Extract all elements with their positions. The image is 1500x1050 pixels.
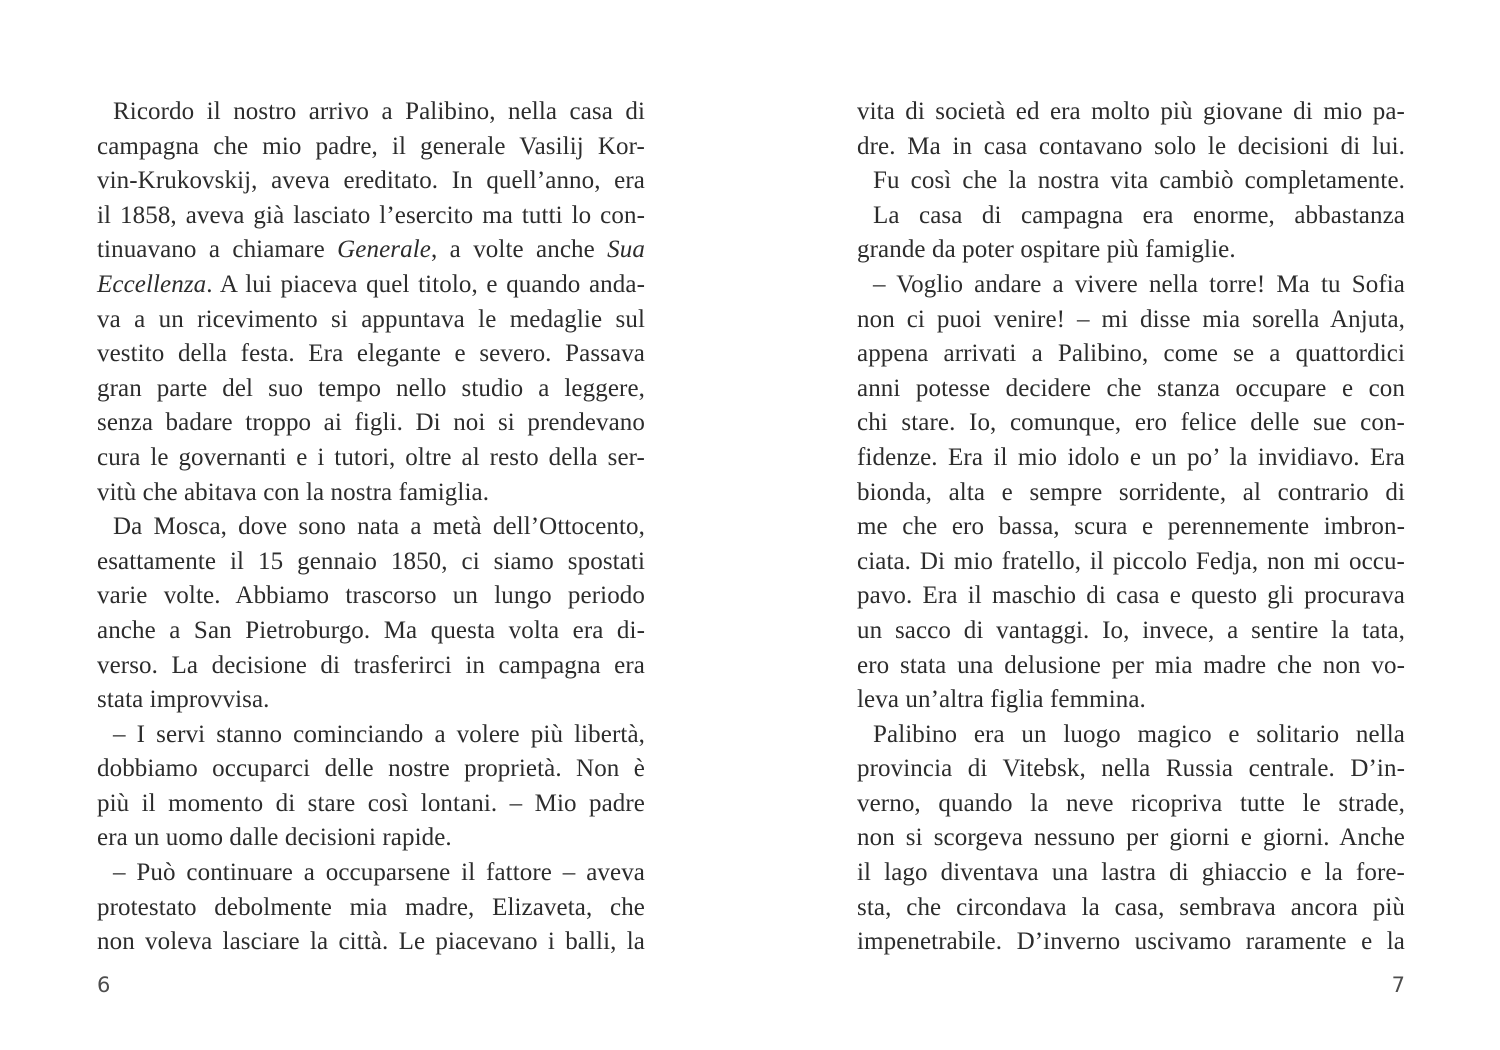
page-number-left: 6 (97, 973, 111, 997)
text-line (857, 510, 1405, 545)
text-segment: . A lui piaceva quel titolo, e quando anda- (206, 270, 645, 298)
italic-text-segment: Sua (607, 236, 645, 264)
text-segment: pavo. Era il maschio di casa e questo gli procurava (857, 582, 1405, 610)
text-line (97, 787, 645, 822)
text-line (857, 821, 1405, 856)
text-line (857, 476, 1405, 511)
text-line (97, 406, 645, 441)
text-segment: fidenze. Era il mio idolo e un po’ la invidiavo. Era (857, 443, 1405, 471)
text-segment: bionda, alta e sempre sorridente, al contrario di (857, 478, 1405, 506)
text-line (857, 233, 1405, 268)
text-line (97, 545, 645, 580)
text-line (97, 199, 645, 234)
text-segment: grande da poter ospitare più famiglie. (857, 236, 1236, 264)
text-segment: Fu così che la nostra vita cambiò completamente. (873, 167, 1405, 195)
text-segment: vestito della festa. Era elegante e severo. Passava (97, 340, 645, 368)
text-segment: leva un’altra figlia femmina. (857, 686, 1146, 714)
text-line (857, 683, 1405, 718)
italic-text-segment: Generale (337, 236, 431, 264)
text-line (857, 95, 1405, 130)
text-line (97, 337, 645, 372)
text-line (97, 821, 645, 856)
text-segment: esattamente il 15 gennaio 1850, ci siamo spostati (97, 547, 645, 575)
text-line (857, 164, 1405, 199)
text-line (97, 130, 645, 165)
text-segment: gran parte del suo tempo nello studio a leggere, (97, 374, 645, 402)
text-line (97, 579, 645, 614)
text-line (97, 614, 645, 649)
text-segment: verno, quando la neve ricopriva tutte le strade, (857, 789, 1405, 817)
text-line (857, 649, 1405, 684)
text-line (97, 925, 645, 960)
text-line (857, 891, 1405, 926)
text-segment: dobbiamo occuparci delle nostre proprietà. Non è (97, 755, 645, 783)
text-segment: campagna che mio padre, il generale Vasilij Kor- (97, 132, 645, 160)
text-segment: il lago diventava una lastra di ghiaccio e la fore- (857, 859, 1405, 887)
text-segment: impenetrabile. D’inverno uscivamo raramente e la (857, 928, 1405, 956)
text-line (857, 718, 1405, 753)
text-line (97, 856, 645, 891)
text-segment: cura le governanti e i tutori, oltre al resto della ser- (97, 443, 645, 471)
text-line (97, 372, 645, 407)
text-line (97, 891, 645, 926)
text-segment: – Voglio andare a vivere nella torre! Ma tu Sofia (873, 270, 1405, 298)
text-segment: un sacco di vantaggi. Io, invece, a sentire la tata, (857, 616, 1405, 644)
text-segment: , a volte anche (430, 236, 608, 264)
text-segment: ero stata una delusione per mia madre che non vo- (857, 651, 1405, 679)
text-segment: vitù che abitava con la nostra famiglia. (97, 478, 490, 506)
text-segment: più il momento di stare così lontani. – Mio padre (97, 789, 645, 817)
text-line (857, 268, 1405, 303)
text-line (97, 476, 645, 511)
text-segment: non si scorgeva nessuno per giorni e giorni. Anche (857, 824, 1405, 852)
text-segment: non ci puoi venire! – mi disse mia sorella Anjuta, (857, 305, 1405, 333)
text-line (97, 510, 645, 545)
text-segment: anche a San Pietroburgo. Ma questa volta era di- (97, 616, 645, 644)
text-line (857, 579, 1405, 614)
text-line (97, 233, 645, 268)
text-segment: il 1858, aveva già lasciato l’esercito ma tutti lo con- (97, 201, 645, 229)
text-segment: verso. La decisione di trasferirci in campagna era (97, 651, 645, 679)
text-line (857, 337, 1405, 372)
text-segment: stata improvvisa. (97, 686, 270, 714)
text-line (857, 372, 1405, 407)
text-line (97, 752, 645, 787)
text-line (857, 130, 1405, 165)
text-segment: appena arrivati a Palibino, come se a quattordici (857, 340, 1405, 368)
page-right-text-block (857, 95, 1405, 960)
text-segment: Palibino era un luogo magico e solitario nella (873, 720, 1405, 748)
text-segment: varie volte. Abbiamo trascorso un lungo periodo (97, 582, 645, 610)
page-number-right: 7 (1391, 973, 1405, 997)
text-line (857, 199, 1405, 234)
text-segment: ciata. Di mio fratello, il piccolo Fedja, non mi occu- (857, 547, 1405, 575)
text-segment: anni potesse decidere che stanza occupare e con (857, 374, 1405, 402)
text-line (857, 925, 1405, 960)
text-line (97, 303, 645, 338)
text-line (857, 787, 1405, 822)
text-segment: tinuavano a chiamare (97, 236, 338, 264)
text-segment: dre. Ma in casa contavano solo le decisioni di lui. (857, 132, 1405, 160)
text-line (857, 856, 1405, 891)
text-line (857, 752, 1405, 787)
italic-text-segment: Eccellenza (97, 270, 207, 298)
text-segment: provincia di Vitebsk, nella Russia centrale. D’in- (857, 755, 1405, 783)
text-line (857, 545, 1405, 580)
text-segment: – I servi stanno cominciando a volere più libertà, (113, 720, 645, 748)
text-line (857, 406, 1405, 441)
text-segment: – Può continuare a occuparsene il fattore – aveva (113, 859, 645, 887)
text-line (97, 95, 645, 130)
text-segment: Da Mosca, dove sono nata a metà dell’Ottocento, (113, 513, 645, 541)
text-line (97, 683, 645, 718)
text-line (97, 164, 645, 199)
text-segment: va a un ricevimento si appuntava le medaglie sul (97, 305, 645, 333)
text-segment: protestato debolmente mia madre, Elizaveta, che (97, 893, 645, 921)
text-segment: vin-Krukovskij, aveva ereditato. In quell’anno, era (97, 167, 645, 195)
page-left-text-block (97, 95, 645, 960)
text-segment: era un uomo dalle decisioni rapide. (97, 824, 452, 852)
text-segment: me che ero bassa, scura e perennemente imbron- (857, 513, 1405, 541)
text-line (857, 303, 1405, 338)
text-segment: non voleva lasciare la città. Le piacevano i balli, la (97, 928, 645, 956)
text-segment: Ricordo il nostro arrivo a Palibino, nella casa di (113, 98, 645, 125)
text-line (97, 649, 645, 684)
text-segment: senza badare troppo ai figli. Di noi si prendevano (97, 409, 645, 437)
text-line (857, 441, 1405, 476)
text-segment: chi stare. Io, comunque, ero felice delle sue con- (857, 409, 1405, 437)
text-segment: La casa di campagna era enorme, abbastanza (873, 201, 1405, 229)
text-line (97, 718, 645, 753)
text-line (97, 441, 645, 476)
text-line (97, 268, 645, 303)
text-segment: vita di società ed era molto più giovane di mio pa- (857, 98, 1405, 125)
text-line (857, 614, 1405, 649)
text-segment: sta, che circondava la casa, sembrava ancora più (857, 893, 1405, 921)
